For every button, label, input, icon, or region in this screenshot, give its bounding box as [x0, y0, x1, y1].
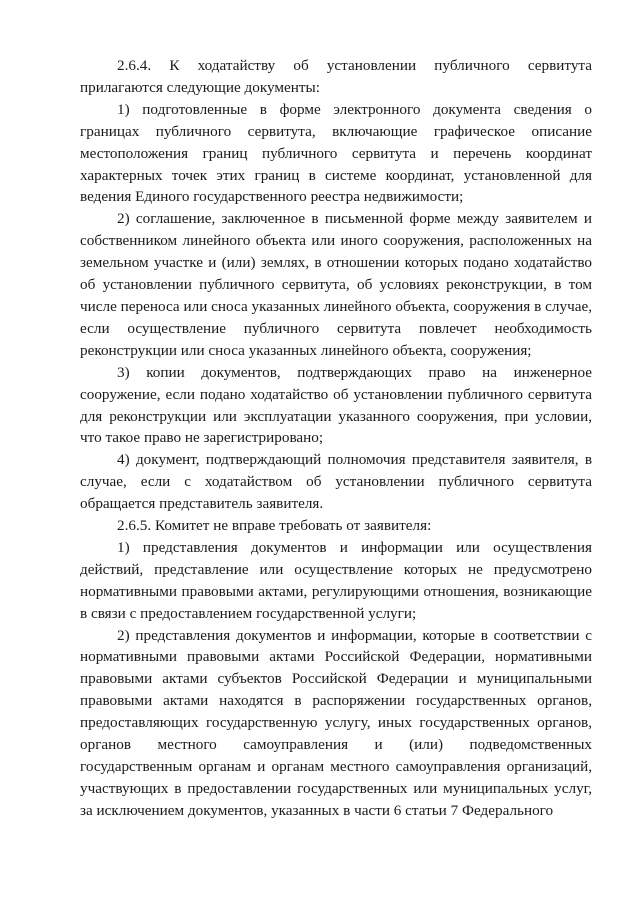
paragraph-2-6-5-heading: 2.6.5. Комитет не вправе требовать от заявителя: — [117, 517, 432, 535]
document-page — [80, 55, 592, 822]
paragraph-item-4-authority: 4) документ, подтверждающий полномочия представителя заявителя, в случае, если с ходатайством об установлении публичного сервитута обращается представитель заявителя. — [80, 451, 592, 513]
paragraph-2-6-5-item-2: 2) представления документов и информации, которые в соответствии с нормативными правовыми актами Российской Федерации, нормативными правовыми актами субъектов Российской Федерации и муниципальными правовыми актами находятся в распоряжении государственных органов, предоставляющих государственную услугу, иных государственных органов, органов местного самоуправления и (или) подведомственных государственным органам и органам местного самоуправления организаций, участвующих в предоставлении государственных или муниципальных услуг, за исключением документов, указанных в части 6 статьи 7 Федерального — [80, 626, 592, 819]
paragraph-2-6-4-heading: 2.6.4. К ходатайству об установлении публичного сервитута прилагаются следующие документы: — [80, 57, 592, 96]
paragraph-2-6-5-item-1: 1) представления документов и информации или осуществления действий, представление или осуществление которых не предусмотрено нормативными правовыми актами, регулирующими отношения, возникающие в связи с предоставлением государственной услуги; — [80, 538, 592, 622]
paragraph-item-1-boundaries: 1) подготовленные в форме электронного документа сведения о границах публичного сервитута, включающие графическое описание местоположения границ публичного сервитута и перечень координат характерных точек этих границ в системе координат, установленной для ведения Единого государственного реестра недвижимости; — [80, 100, 592, 206]
paragraph-item-2-agreement: 2) соглашение, заключенное в письменной форме между заявителем и собственником линейного объекта или иного сооружения, расположенных на земельном участке и (или) землях, в отношении которых подано ходатайство об установлении публичного сервитута, об условиях реконструкции, в том числе переноса или сноса указанных линейного объекта, сооружения в случае, если осуществление публичного сервитута повлечет необходимость реконструкции или сноса указанных линейного объекта, сооружения; — [80, 210, 592, 359]
paragraph-item-3-copies: 3) копии документов, подтверждающих право на инженерное сооружение, если подано ходатайство об установлении публичного сервитута для реконструкции или эксплуатации указанного сооружения, при условии, что такое право не зарегистрировано; — [80, 363, 592, 447]
